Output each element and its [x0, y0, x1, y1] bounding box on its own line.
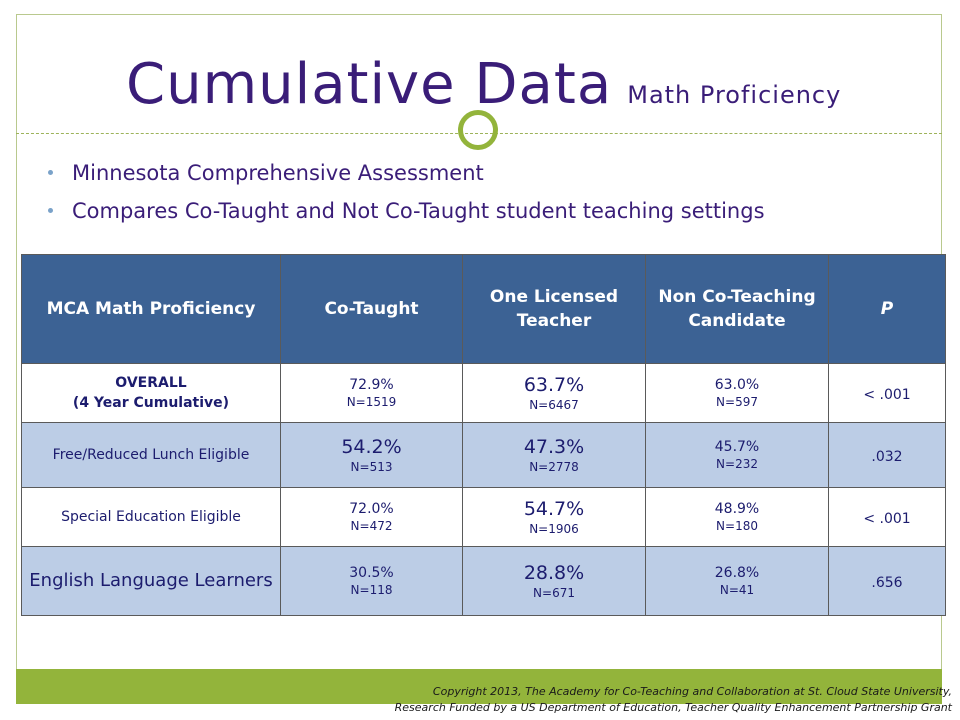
copyright-line: Research Funded by a US Department of Education, Teacher Quality Enhancement Partnership Grant [394, 701, 952, 714]
bullet-item [46, 154, 765, 192]
cell-n: N=671 [533, 586, 575, 600]
cell-one-licensed [463, 547, 646, 616]
bullet-dot-icon [48, 170, 53, 175]
p-value: < .001 [863, 510, 911, 527]
cell-co-taught [281, 423, 463, 488]
copyright-line: Copyright 2013, The Academy for Co-Teaching and Collaboration at St. Cloud State University, [432, 685, 952, 698]
cell-percent: 54.7% [523, 498, 585, 520]
table-row [22, 547, 946, 616]
column-header-co-taught: Co-Taught [281, 255, 463, 364]
bullet-item [46, 192, 765, 230]
cell-n: N=6467 [529, 398, 579, 412]
bullet-text: Minnesota Comprehensive Assessment [72, 161, 484, 185]
table-row [22, 364, 946, 423]
cell-n: N=232 [716, 457, 758, 471]
row-label [22, 364, 281, 423]
cell-p [829, 364, 946, 423]
cell-n: N=472 [350, 519, 393, 533]
cell-percent: 26.8% [714, 565, 760, 581]
cell-one-licensed [463, 423, 646, 488]
cell-non-co-teaching [646, 364, 829, 423]
cell-non-co-teaching [646, 488, 829, 547]
cell-co-taught [281, 547, 463, 616]
cell-non-co-teaching [646, 423, 829, 488]
cell-one-licensed [463, 364, 646, 423]
cell-n: N=2778 [529, 460, 579, 474]
cell-n: N=597 [716, 395, 758, 409]
row-label: Free/Reduced Lunch Eligible [22, 423, 281, 488]
p-value: .656 [871, 574, 903, 591]
column-header-measure: MCA Math Proficiency [22, 255, 281, 364]
p-value: < .001 [863, 386, 911, 403]
ring-icon [458, 110, 498, 150]
cell-co-taught [281, 364, 463, 423]
cell-one-licensed [463, 488, 646, 547]
table-row [22, 423, 946, 488]
cell-p [829, 488, 946, 547]
cell-percent: 47.3% [523, 436, 585, 458]
cell-percent: 63.7% [523, 374, 585, 396]
cell-n: N=41 [719, 583, 755, 597]
cell-n: N=118 [350, 583, 393, 597]
bullet-text: Compares Co-Taught and Not Co-Taught student teaching settings [72, 199, 765, 223]
cell-percent: 63.0% [714, 377, 760, 393]
cell-n: N=1906 [529, 522, 579, 536]
cell-n: N=1519 [346, 395, 397, 409]
cell-percent: 30.5% [349, 565, 394, 581]
cell-p [829, 547, 946, 616]
slide-title: Cumulative Data [126, 52, 613, 117]
bullet-list [46, 154, 765, 230]
row-label-line: OVERALL [115, 375, 187, 391]
cell-percent: 48.9% [714, 501, 760, 517]
cell-p [829, 423, 946, 488]
cell-percent: 28.8% [523, 562, 585, 584]
cell-percent: 54.2% [341, 436, 402, 458]
table-header-row [22, 255, 946, 364]
cell-n: N=513 [350, 460, 393, 474]
title-block [126, 52, 841, 117]
table-row [22, 488, 946, 547]
row-label: English Language Learners [22, 547, 281, 616]
column-header-one-licensed: One Licensed Teacher [463, 255, 646, 364]
copyright-notice [395, 684, 952, 716]
cell-co-taught [281, 488, 463, 547]
column-header-non-co-teaching: Non Co-Teaching Candidate [646, 255, 829, 364]
cell-n: N=180 [716, 519, 758, 533]
column-header-p: P [829, 255, 946, 364]
slide-subtitle: Math Proficiency [627, 81, 842, 109]
p-value: .032 [871, 448, 903, 465]
cell-percent: 72.0% [349, 501, 394, 517]
cell-non-co-teaching [646, 547, 829, 616]
row-label-line: (4 Year Cumulative) [72, 395, 230, 411]
bullet-dot-icon [48, 208, 53, 213]
row-label: Special Education Eligible [22, 488, 281, 547]
cell-percent: 45.7% [714, 439, 760, 455]
cell-percent: 72.9% [349, 377, 394, 393]
proficiency-table [21, 254, 946, 616]
